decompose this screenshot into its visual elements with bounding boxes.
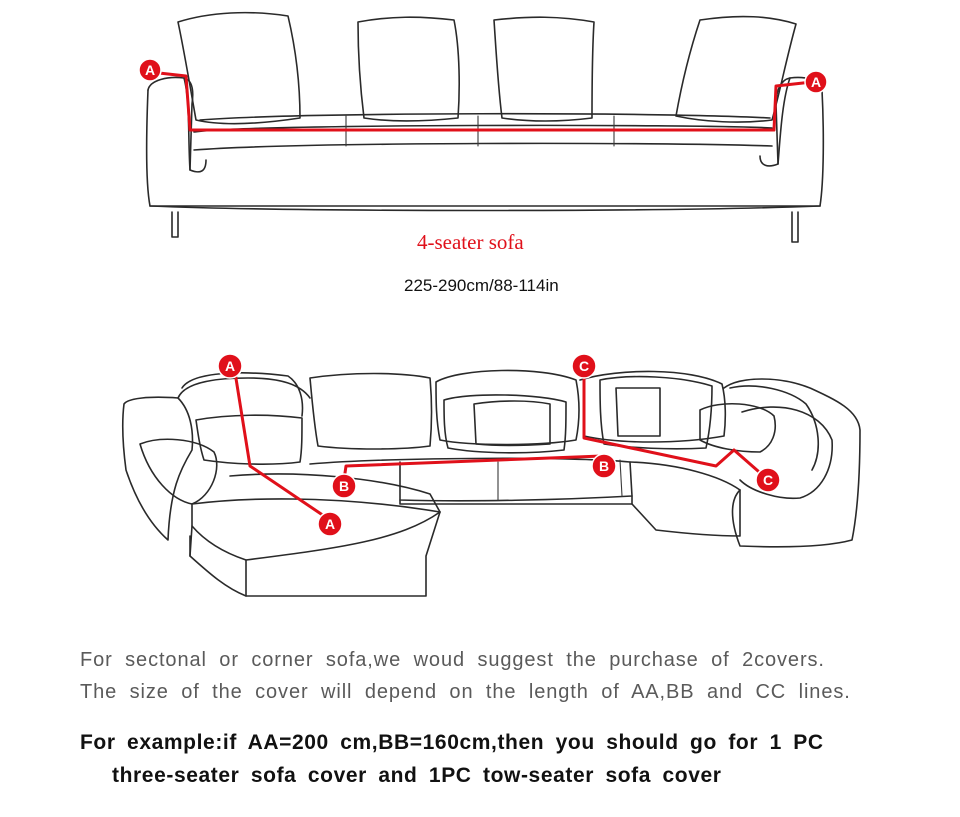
left-arm-rest: [140, 439, 217, 504]
sofa-frame: [147, 90, 824, 211]
svg-text:A: A: [810, 74, 822, 90]
right-seat: [630, 462, 740, 536]
example-line-1: For example:if AA=200 cm,BB=160cm,then you should go for 1 PC: [80, 731, 824, 754]
svg-text:B: B: [338, 478, 350, 494]
pillow: [310, 374, 432, 450]
sofa-leg: [792, 212, 798, 242]
chaise-top: [192, 499, 440, 560]
svg-text:C: C: [578, 358, 590, 374]
svg-text:C: C: [762, 472, 774, 488]
sofa-leg: [172, 212, 178, 237]
chaise-mid: [190, 526, 246, 596]
pillow: [494, 17, 594, 121]
pillow: [178, 13, 300, 124]
sofa-size-label: 225-290cm/88-114in: [404, 276, 559, 295]
measure-line-aa: [234, 366, 330, 520]
marker-a-lower: [318, 512, 342, 536]
sofa-type-title: 4-seater sofa: [417, 230, 524, 254]
pillow: [358, 17, 459, 121]
marker-c-upper: [572, 354, 596, 378]
marker-c-lower: [756, 468, 780, 492]
pillow: [676, 17, 796, 123]
svg-text:B: B: [598, 458, 610, 474]
marker-a-upper: [218, 354, 242, 378]
note-line-2: The size of the cover will depend on the length of AA,BB and CC lines.: [80, 681, 851, 703]
pillow: [616, 388, 660, 436]
svg-text:A: A: [324, 516, 336, 532]
sectional-left-arm: [123, 397, 193, 540]
marker-b-right: [592, 454, 616, 478]
svg-text:A: A: [144, 62, 156, 78]
back-left: [178, 378, 310, 398]
chaise-base: [190, 512, 440, 596]
svg-text:A: A: [224, 358, 236, 374]
sectional-sofa-drawing: [123, 370, 860, 596]
marker-b-left: [332, 474, 356, 498]
pillow: [474, 401, 550, 446]
marker-a-left: [139, 59, 161, 81]
marker-a-right: [805, 71, 827, 93]
note-line-1: For sectonal or corner sofa,we woud suggest the purchase of 2covers.: [80, 649, 825, 671]
four-seater-sofa-drawing: [144, 13, 824, 242]
back-middle: [436, 370, 579, 444]
example-line-2: three-seater sofa cover and 1PC tow-seater sofa cover: [112, 764, 722, 787]
